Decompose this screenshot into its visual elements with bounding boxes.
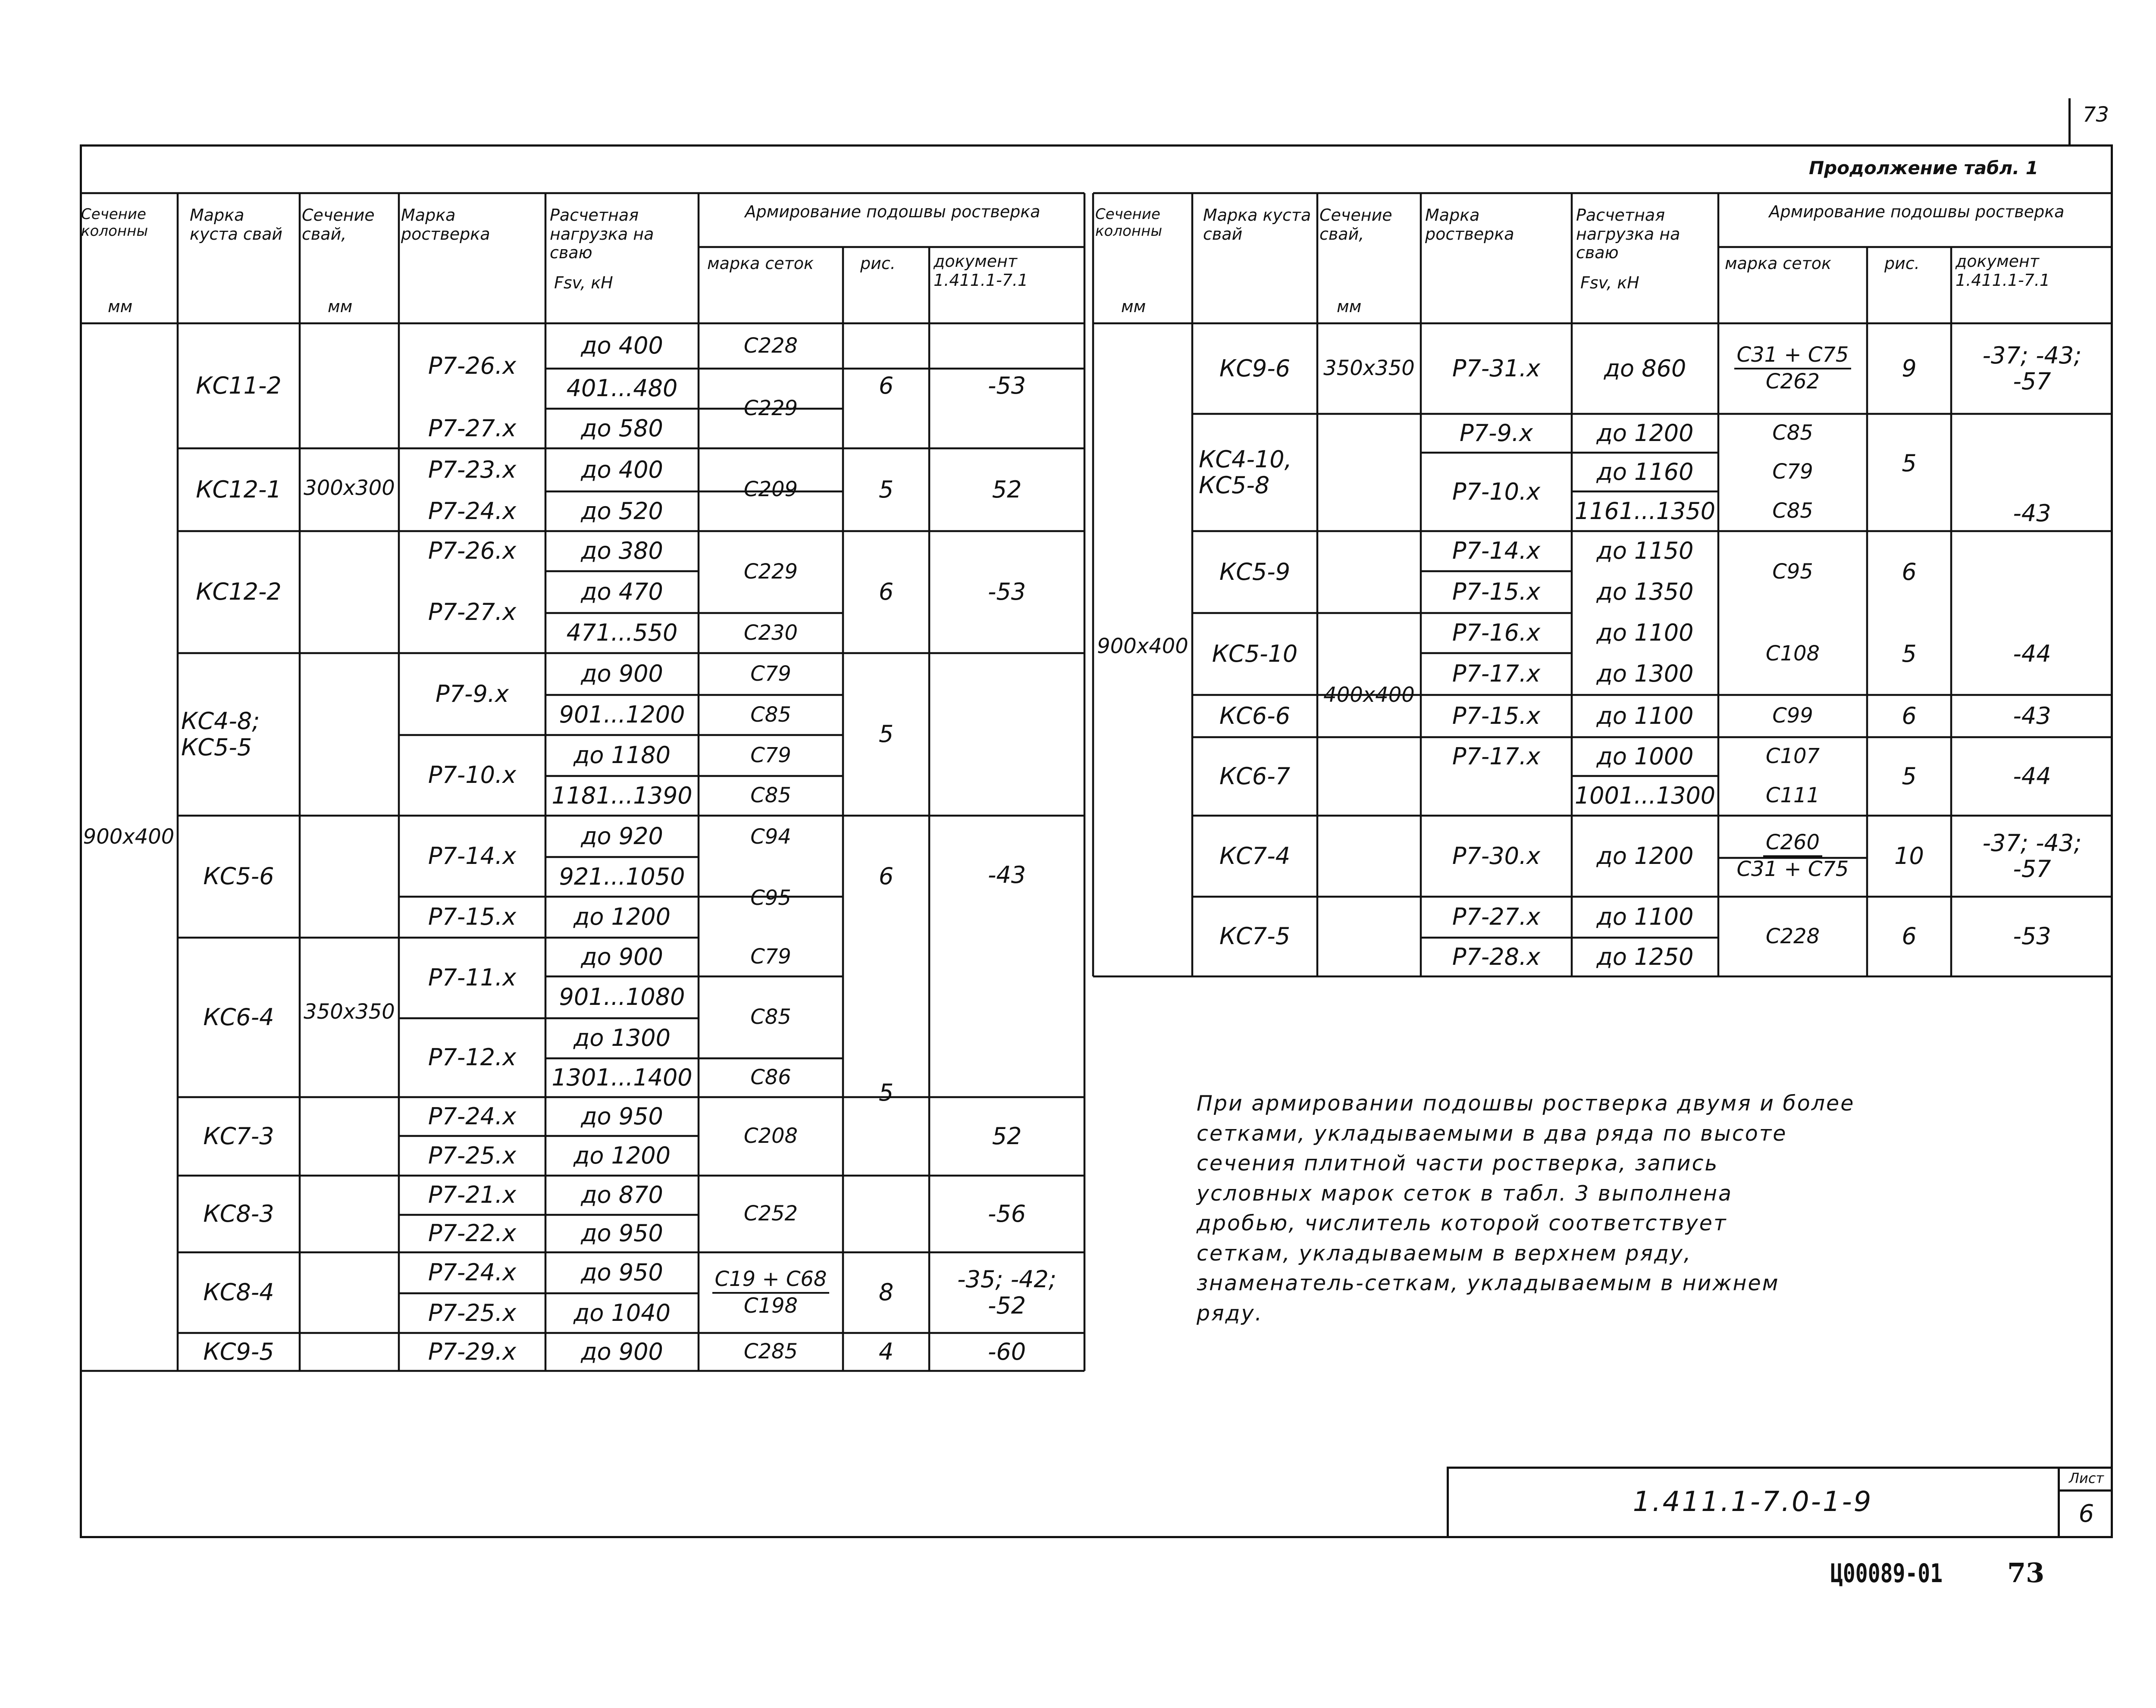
bush-mark: КС12-1 — [196, 475, 282, 503]
note-block — [1197, 1089, 2085, 1328]
header-bush-mark: Марка куста свай — [1203, 206, 1311, 244]
grillage-mark: Р7-27.х — [1452, 903, 1541, 931]
doc-ref: -56 — [987, 1200, 1026, 1227]
load-value: до 580 — [581, 414, 663, 442]
load-value: 401...480 — [566, 375, 678, 402]
grillage-mark: Р7-24.х — [428, 1259, 517, 1286]
header-fig: рис. — [1884, 254, 1920, 273]
grillage-mark: Р7-26.х — [428, 537, 517, 565]
mesh-mark: С228 — [1765, 924, 1820, 948]
bush-mark: КС4-10, КС5-8 — [1199, 445, 1292, 499]
bush-mark: КС11-2 — [196, 372, 282, 399]
doc-ref: -60 — [987, 1338, 1026, 1365]
mesh-numerator: С260 — [1763, 831, 1822, 857]
mesh-mark: С85 — [750, 702, 791, 727]
column-section: 900x400 — [83, 825, 175, 849]
load-value: 1181...1390 — [552, 782, 693, 809]
header-grillage-mark: Марка ростверка — [401, 206, 490, 244]
mesh-fraction — [1718, 323, 1867, 414]
fig-number: 10 — [1894, 842, 1924, 870]
bush-mark: КС7-3 — [203, 1122, 274, 1150]
note-line: условных марок сеток в табл. 3 выполнена — [1197, 1181, 1733, 1206]
load-value: до 920 — [581, 822, 663, 850]
mesh-mark: С95 — [750, 885, 791, 910]
doc-ref-line: -57 — [2013, 855, 2051, 882]
grillage-mark: Р7-22.х — [428, 1220, 517, 1247]
note-line: сетками, укладываемыми в два ряда по высоте — [1197, 1121, 1787, 1146]
fig-number: 6 — [1902, 702, 1917, 729]
doc-ref: 52 — [992, 1122, 1022, 1150]
bush-mark: КС9-6 — [1219, 354, 1291, 382]
grillage-mark: Р7-26.х — [428, 352, 517, 379]
grillage-mark: Р7-24.х — [428, 1102, 517, 1130]
grillage-mark: Р7-23.х — [428, 456, 517, 483]
header-column-section: Сечение колонны — [81, 206, 148, 240]
grillage-mark: Р7-12.х — [428, 1044, 517, 1071]
load-value: до 900 — [581, 660, 663, 688]
doc-ref — [1951, 323, 2113, 414]
load-value: до 1100 — [1596, 903, 1694, 931]
fig-number: 6 — [1902, 923, 1917, 950]
load-value: до 1000 — [1596, 742, 1694, 770]
load-value: до 1300 — [573, 1024, 671, 1052]
load-value: до 1350 — [1596, 578, 1694, 606]
mesh-mark: С230 — [743, 620, 798, 645]
sheet-label: Лист — [2068, 1470, 2104, 1487]
doc-ref: -44 — [2013, 640, 2051, 667]
column-section: 900x400 — [1097, 634, 1188, 659]
header-reinforcement: Армирование подошвы ростверка — [745, 202, 1040, 221]
bush-mark: КС8-3 — [203, 1200, 274, 1227]
grillage-mark: Р7-24.х — [428, 497, 517, 525]
doc-ref: -53 — [987, 372, 1026, 399]
mesh-denominator: С198 — [743, 1293, 798, 1318]
grillage-mark: Р7-27.х — [428, 598, 517, 626]
load-value: до 900 — [581, 1338, 663, 1365]
mesh-mark: С208 — [743, 1124, 798, 1148]
bush-mark: КС5-6 — [203, 863, 274, 890]
header-mesh-mark: марка сеток — [1725, 254, 1831, 273]
doc-ref: -43 — [987, 861, 1026, 888]
load-value: до 860 — [1604, 354, 1686, 382]
grillage-mark: Р7-25.х — [428, 1142, 517, 1169]
fig-number: 6 — [1902, 558, 1917, 585]
fig-number: 6 — [878, 372, 894, 399]
load-value: до 1200 — [573, 903, 671, 931]
grillage-mark: Р7-9.х — [1460, 419, 1533, 447]
mesh-mark: С85 — [1772, 499, 1813, 523]
header-unit-mm: мм — [108, 297, 133, 316]
archive-code: Ц00089-01 — [1830, 1558, 1943, 1589]
continuation-label: Продолжение табл. 1 — [1809, 157, 2039, 178]
mesh-mark: С94 — [750, 825, 791, 849]
bush-mark: КС6-7 — [1219, 762, 1291, 790]
fig-number: 8 — [878, 1279, 894, 1306]
drawing-code: 1.411.1-7.0-1-9 — [1633, 1486, 1873, 1518]
header-unit-mm: мм — [1121, 297, 1146, 316]
load-value: 1301...1400 — [552, 1064, 693, 1091]
load-value: до 1250 — [1596, 943, 1694, 970]
load-value: до 400 — [581, 456, 663, 483]
header-grillage-mark: Марка ростверка — [1425, 206, 1514, 244]
grillage-mark: Р7-31.х — [1452, 354, 1541, 382]
mesh-mark: С85 — [750, 1005, 791, 1029]
doc-ref-line: -52 — [987, 1292, 1026, 1319]
pile-section: 350x350 — [1323, 356, 1415, 381]
load-value: до 1200 — [1596, 842, 1694, 870]
mesh-mark: С209 — [743, 477, 798, 502]
mesh-mark: С252 — [743, 1201, 798, 1226]
load-value: до 400 — [581, 332, 663, 360]
mesh-denominator: С262 — [1765, 369, 1820, 394]
load-value: до 1100 — [1596, 619, 1694, 647]
mesh-mark: С79 — [750, 743, 791, 767]
doc-ref-line: -37; -43; — [1982, 341, 2082, 369]
note-line: ряду. — [1197, 1301, 1263, 1326]
bush-mark: КС12-2 — [196, 578, 282, 606]
mesh-mark: С108 — [1765, 641, 1820, 666]
grillage-mark: Р7-25.х — [428, 1299, 517, 1326]
grillage-mark: Р7-28.х — [1452, 943, 1541, 970]
load-value: до 1200 — [1596, 419, 1694, 447]
mesh-mark: С229 — [743, 396, 798, 420]
doc-ref: -53 — [2013, 923, 2051, 950]
mesh-mark: С85 — [1772, 421, 1813, 445]
fig-number: 5 — [1902, 450, 1917, 477]
top-corner-number: 73 — [2083, 103, 2109, 127]
mesh-denominator: С31 + С75 — [1736, 857, 1849, 881]
header-pile-section: Сечение свай, — [302, 206, 375, 244]
grillage-mark: Р7-11.х — [428, 964, 517, 992]
doc-ref-line: -35; -42; — [957, 1266, 1056, 1293]
load-value: 1001...1300 — [1574, 782, 1716, 809]
header-reinforcement: Армирование подошвы ростверка — [1769, 202, 2065, 221]
doc-ref: -43 — [2013, 702, 2051, 729]
header-load-unit: Fsv, кН — [1580, 273, 1639, 292]
note-line: сеткам, укладываемым в верхнем ряду, — [1197, 1241, 1692, 1266]
bush-mark: КС8-4 — [203, 1279, 274, 1306]
bush-mark: КС7-5 — [1219, 923, 1291, 950]
mesh-numerator: С31 + С75 — [1734, 344, 1852, 369]
load-value: до 1160 — [1596, 458, 1694, 485]
bush-mark: КС5-9 — [1219, 558, 1291, 585]
doc-ref: -43 — [2013, 499, 2051, 527]
sheet-number: 6 — [2078, 1500, 2094, 1528]
doc-ref-line: -37; -43; — [1982, 829, 2082, 857]
note-line: сечения плитной части ростверка, запись — [1197, 1151, 1719, 1176]
doc-ref: -44 — [2013, 762, 2051, 790]
grillage-mark: Р7-17.х — [1452, 742, 1541, 770]
mesh-mark: С79 — [750, 945, 791, 969]
mesh-mark: С79 — [1772, 460, 1813, 484]
load-value: до 470 — [581, 578, 663, 606]
load-value: до 900 — [581, 943, 663, 970]
fig-number: 4 — [878, 1338, 894, 1365]
pile-section: 350x350 — [304, 999, 395, 1024]
mesh-mark: С79 — [750, 661, 791, 686]
mesh-mark: С99 — [1772, 704, 1813, 728]
doc-ref — [1951, 816, 2113, 897]
load-value: до 1040 — [573, 1299, 671, 1326]
bush-mark: КС4-8; КС5-5 — [181, 707, 260, 761]
mesh-mark: С95 — [1772, 560, 1813, 584]
header-fig: рис. — [860, 254, 896, 273]
load-value: до 950 — [581, 1259, 663, 1286]
header-doc: документ 1.411.1-7.1 — [934, 252, 1028, 290]
grillage-mark: Р7-10.х — [428, 761, 517, 789]
load-value: до 1300 — [1596, 660, 1694, 688]
header-load-unit: Fsv, кН — [554, 273, 613, 292]
pile-section: 400x400 — [1323, 682, 1415, 707]
bush-mark: КС7-4 — [1219, 842, 1291, 870]
header-doc: документ 1.411.1-7.1 — [1955, 252, 2050, 290]
mesh-mark: С111 — [1765, 783, 1820, 808]
doc-ref-line: -57 — [2013, 368, 2051, 395]
load-value: до 1150 — [1596, 537, 1694, 565]
grillage-mark: Р7-21.х — [428, 1181, 517, 1209]
note-line: При армировании подошвы ростверка двумя и более — [1197, 1091, 1855, 1116]
grillage-mark: Р7-15.х — [1452, 702, 1541, 729]
load-value: 901...1200 — [559, 701, 685, 729]
grillage-mark: Р7-14.х — [428, 842, 517, 870]
header-load: Расчетная нагрузка на сваю — [550, 206, 654, 263]
header-bush-mark: Марка куста свай — [190, 206, 283, 244]
grillage-mark: Р7-29.х — [428, 1338, 517, 1365]
grillage-mark: Р7-14.х — [1452, 537, 1541, 565]
fig-number: 5 — [878, 1079, 894, 1106]
grillage-mark: Р7-9.х — [436, 680, 509, 707]
grillage-mark: Р7-17.х — [1452, 660, 1541, 688]
pile-section: 300x300 — [304, 475, 395, 500]
doc-ref: 52 — [992, 475, 1022, 503]
grillage-mark: Р7-15.х — [428, 903, 517, 931]
bush-mark: КС9-5 — [203, 1338, 274, 1365]
mesh-fraction — [1718, 816, 1867, 897]
mesh-mark: С86 — [750, 1065, 791, 1090]
load-value: до 870 — [581, 1181, 663, 1209]
grillage-mark: Р7-10.х — [1452, 478, 1541, 505]
header-pile-section: Сечение свай, — [1319, 206, 1392, 244]
grillage-mark: Р7-16.х — [1452, 619, 1541, 647]
mesh-numerator: С19 + С68 — [712, 1268, 830, 1294]
fig-number: 5 — [878, 475, 894, 503]
header-load: Расчетная нагрузка на сваю — [1576, 206, 1680, 263]
load-value: до 950 — [581, 1220, 663, 1247]
load-value: 901...1080 — [559, 983, 685, 1011]
load-value: до 1100 — [1596, 702, 1694, 729]
grillage-mark: Р7-27.х — [428, 414, 517, 442]
bush-mark: КС5-10 — [1212, 640, 1298, 667]
note-line: знаменатель-сеткам, укладываемым в нижнем — [1197, 1271, 1780, 1295]
bush-mark: КС6-6 — [1219, 702, 1291, 729]
mesh-mark: С229 — [743, 560, 798, 584]
page-number: 73 — [2007, 1557, 2045, 1589]
load-value: 1161...1350 — [1574, 497, 1716, 525]
mesh-mark: С85 — [750, 783, 791, 808]
fig-number: 5 — [1902, 762, 1917, 790]
header-column-section: Сечение колонны — [1095, 206, 1163, 240]
fig-number: 6 — [878, 863, 894, 890]
load-value: до 950 — [581, 1102, 663, 1130]
note-line: дробью, числитель которой соответствует — [1197, 1211, 1727, 1236]
grillage-mark: Р7-15.х — [1452, 578, 1541, 606]
mesh-mark: С107 — [1765, 744, 1820, 769]
load-value: до 1180 — [573, 741, 671, 769]
fig-number: 9 — [1902, 354, 1917, 382]
grillage-mark: Р7-30.х — [1452, 842, 1541, 870]
header-unit-mm: мм — [1337, 297, 1362, 316]
load-value: до 380 — [581, 537, 663, 565]
bush-mark: КС6-4 — [203, 1003, 274, 1031]
header-mesh-mark: марка сеток — [707, 254, 814, 273]
fig-number: 5 — [1902, 640, 1917, 667]
fig-number: 6 — [878, 578, 894, 606]
load-value: до 1200 — [573, 1142, 671, 1169]
doc-ref: -53 — [987, 578, 1026, 606]
mesh-mark: С285 — [743, 1339, 798, 1364]
fig-number: 5 — [878, 720, 894, 748]
load-value: 921...1050 — [559, 863, 685, 890]
load-value: 471...550 — [566, 619, 678, 647]
load-value: до 520 — [581, 497, 663, 525]
mesh-mark: С228 — [743, 333, 798, 358]
header-unit-mm: мм — [328, 297, 353, 316]
